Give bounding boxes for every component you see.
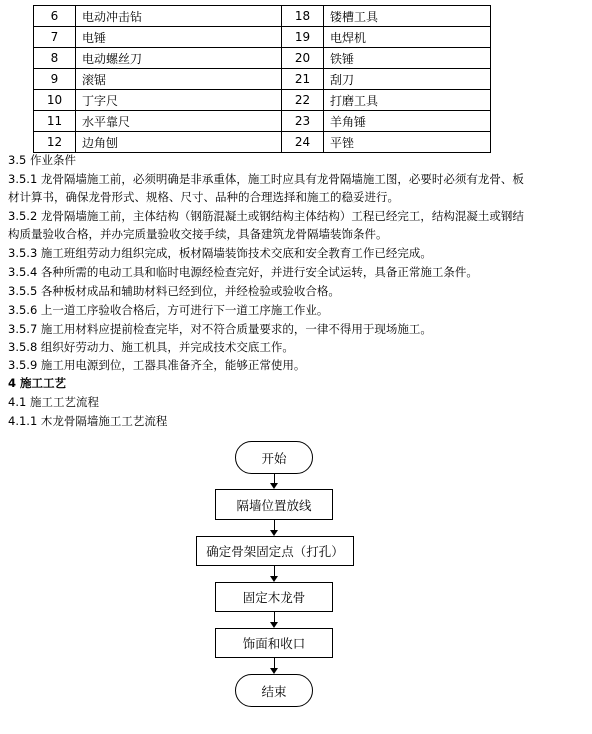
flow-end: 结束 <box>235 674 313 707</box>
tool-number: 7 <box>34 27 76 48</box>
tool-number: 23 <box>282 111 324 132</box>
section-4-heading: 4 施工工艺 <box>8 376 67 390</box>
tool-number: 8 <box>34 48 76 69</box>
tool-number: 18 <box>282 6 324 27</box>
table-row <box>34 48 491 69</box>
section-4-1-1-heading: 4.1.1 木龙骨隔墙施工工艺流程 <box>8 414 168 428</box>
tool-name: 电焊机 <box>324 27 491 48</box>
tool-name: 丁字尺 <box>76 90 282 111</box>
tool-number: 24 <box>282 132 324 153</box>
flow-step-finishing: 饰面和收口 <box>215 628 333 658</box>
tool-name: 平锉 <box>324 132 491 153</box>
tool-name: 边角刨 <box>76 132 282 153</box>
tool-name: 镂槽工具 <box>324 6 491 27</box>
connector-step2-step3 <box>274 566 275 576</box>
clause-3-5-1-line2: 材计算书，确保龙骨形式、规格、尺寸、品种的合理选择和施工的稳妥进行。 <box>8 190 399 204</box>
table-row <box>34 6 491 27</box>
section-4-1-heading: 4.1 施工工艺流程 <box>8 395 99 409</box>
tool-number: 9 <box>34 69 76 90</box>
clause-3-5-9: 3.5.9 施工用电源到位，工器具准备齐全，能够正常使用。 <box>8 358 306 372</box>
tool-name: 打磨工具 <box>324 90 491 111</box>
tool-name: 电动螺丝刀 <box>76 48 282 69</box>
tool-number: 20 <box>282 48 324 69</box>
section-3-5-heading: 3.5 作业条件 <box>8 153 76 167</box>
clause-3-5-4: 3.5.4 各种所需的电动工具和临时电源经检查完好，并进行安全试运转，具备正常施工条件。 <box>8 265 478 279</box>
table-row <box>34 132 491 153</box>
table-row <box>34 90 491 111</box>
tool-table <box>33 5 491 153</box>
clause-3-5-1-line1: 3.5.1 龙骨隔墙施工前，必须明确是非承重体，施工时应具有龙骨隔墙施工图，必要时必须有龙骨、板 <box>8 172 524 186</box>
tool-name: 滚锯 <box>76 69 282 90</box>
clause-3-5-7: 3.5.7 施工用材料应提前检查完毕，对不符合质量要求的，一律不得用于现场施工。 <box>8 322 432 336</box>
table-row <box>34 111 491 132</box>
flow-step-fix-points: 确定骨架固定点（打孔） <box>196 536 354 566</box>
table-row <box>34 69 491 90</box>
tool-name: 电动冲击钻 <box>76 6 282 27</box>
tool-name: 电锤 <box>76 27 282 48</box>
tool-name: 铁锤 <box>324 48 491 69</box>
connector-step4-end <box>274 658 275 668</box>
clause-3-5-6: 3.5.6 上一道工序验收合格后，方可进行下一道工序施工作业。 <box>8 303 329 317</box>
tool-number: 21 <box>282 69 324 90</box>
tool-number: 6 <box>34 6 76 27</box>
connector-step1-step2 <box>274 520 275 530</box>
tool-number: 19 <box>282 27 324 48</box>
clause-3-5-2-line2: 构质量验收合格，并办完质量验收交接手续，具备建筑龙骨隔墙装饰条件。 <box>8 227 388 241</box>
flow-start: 开始 <box>235 441 313 474</box>
tool-number: 12 <box>34 132 76 153</box>
tool-number: 10 <box>34 90 76 111</box>
flow-step-fix-keel: 固定木龙骨 <box>215 582 333 612</box>
tool-name: 水平靠尺 <box>76 111 282 132</box>
tool-number: 11 <box>34 111 76 132</box>
tool-number: 22 <box>282 90 324 111</box>
clause-3-5-2-line1: 3.5.2 龙骨隔墙施工前，主体结构（钢筋混凝土或钢结构主体结构）工程已经完工，结构混凝土或钢结 <box>8 209 524 223</box>
connector-step3-step4 <box>274 612 275 622</box>
clause-3-5-3: 3.5.3 施工班组劳动力组织完成，板材隔墙装饰技术交底和安全教育工作已经完成。 <box>8 246 432 260</box>
clause-3-5-8: 3.5.8 组织好劳动力、施工机具，并完成技术交底工作。 <box>8 340 294 354</box>
tool-name: 羊角锤 <box>324 111 491 132</box>
clause-3-5-5: 3.5.5 各种板材成品和辅助材料已经到位，并经检验或验收合格。 <box>8 284 340 298</box>
tool-name: 刮刀 <box>324 69 491 90</box>
table-row <box>34 27 491 48</box>
flow-step-wall-position: 隔墙位置放线 <box>215 489 333 520</box>
